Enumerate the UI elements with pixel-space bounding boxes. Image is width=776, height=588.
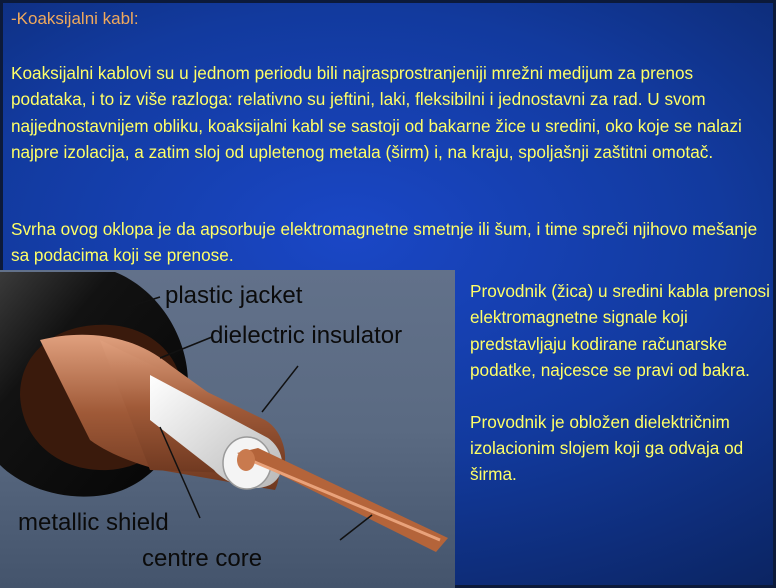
slide-title: -Koaksijalni kabl: bbox=[11, 9, 139, 28]
insulation-description: Provodnik je obložen dielektričnim izolacionim slojem koji ga odvaja od širma. bbox=[470, 411, 744, 485]
label-plastic-jacket: plastic jacket bbox=[165, 282, 303, 309]
coaxial-cable-photo bbox=[0, 270, 455, 588]
side-text bbox=[470, 278, 770, 488]
purpose-paragraph: Svrha ovog oklopa je da apsorbuje elektromagnetne smetnje ili šum, i time spreči njihovo mešanje sa podacima koji se prenose. bbox=[11, 219, 758, 266]
intro-paragraph: Koaksijalni kablovi su u jednom periodu bili najrasprostranjeniji mrežni medijum za prenos podataka, i to iz više razloga: relativno su jeftini, laki, fleksibilni i jednostavni za rad. U svom najjednostavnijem obliku, koaksijalni kabl se sastoji od bakarne žice u sredini, oko koje se nalazi najpre izolacija, a zatim sloj od upletenog metala (širm) i, na kraju, spoljašnji zaštitni omotač. bbox=[11, 63, 742, 163]
label-centre-core: centre core bbox=[142, 545, 263, 572]
coaxial-cable-illustration bbox=[0, 270, 455, 588]
label-metallic-shield: metallic shield bbox=[18, 509, 169, 536]
conductor-description: Provodnik (žica) u sredini kabla prenosi elektromagnetne signale koji predstavljaju kodirane računarske podatke, najcesce se pravi od bakra. bbox=[470, 281, 770, 381]
label-dielectric-insulator: dielectric insulator bbox=[210, 322, 403, 349]
